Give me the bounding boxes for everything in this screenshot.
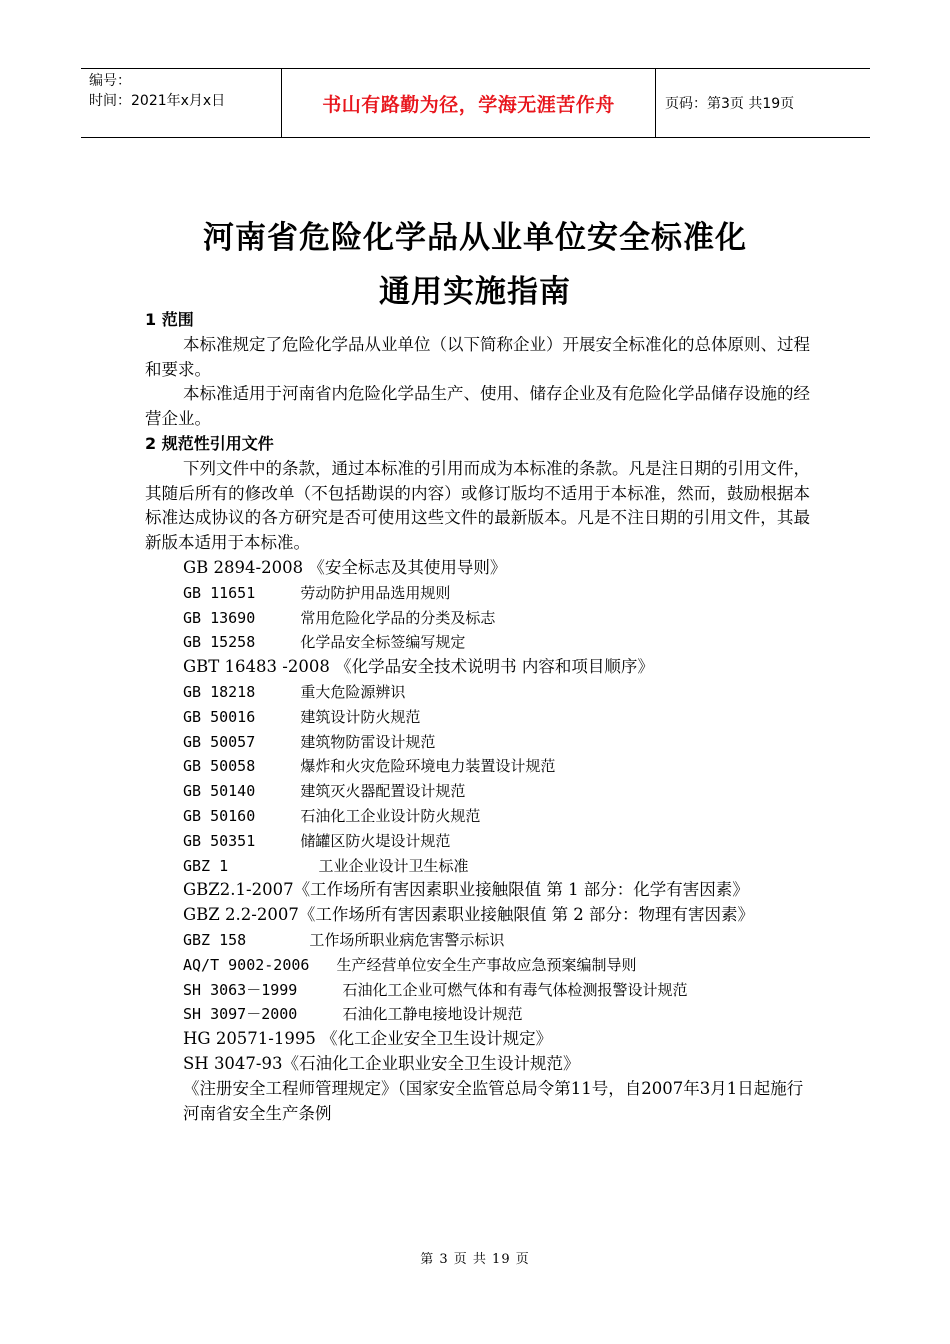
ref-item: GB 50016 建筑设计防火规范 — [183, 707, 421, 726]
ref-item: AQ/T 9002-2006 生产经营单位安全生产事故应急预案编制导则 — [183, 955, 637, 974]
header-left-cell — [81, 69, 281, 137]
header-table — [81, 68, 870, 138]
ref-item: SH 3063－1999 石油化工企业可燃气体和有毒气体检测报警设计规范 — [183, 980, 688, 999]
header-motto: 书山有路勤为径，学海无涯苦作舟 — [322, 93, 615, 116]
page-footer: 第 3 页 共 19 页 — [420, 1252, 530, 1267]
ref-item-regulation: 《注册安全工程师管理规定》（国家安全监管总局令第11号，自2007年3月1日起施行 — [183, 1078, 804, 1098]
ref-item: GB 50160 石油化工企业设计防火规范 — [183, 806, 481, 825]
ref-item-gbz22: GBZ 2.2-2007《工作场所有害因素职业接触限值 第 2 部分：物理有害因素》 — [183, 905, 755, 925]
ref-item-gbz21: GBZ2.1-2007《工作场所有害因素职业接触限值 第 1 部分：化学有害因素》 — [183, 880, 749, 900]
section1-heading: 1 范围 — [145, 310, 194, 329]
doc-body — [145, 308, 810, 1126]
ref-item: GBZ 1 工业企业设计卫生标准 — [183, 856, 469, 875]
ref-item: GBZ 158 工作场所职业病危害警示标识 — [183, 930, 505, 949]
ref-item: HG 20571-1995 《化工企业安全卫生设计规定》 — [183, 1029, 553, 1049]
ref-item: GBT 16483 -2008 《化学品安全技术说明书 内容和项目顺序》 — [183, 657, 654, 677]
section1-para1: 本标准规定了危险化学品从业单位（以下简称企业）开展安全标准化的总体原则、过程和要求。 — [145, 334, 810, 379]
time-label: 时间：2021年x月x日 — [89, 93, 226, 109]
header-page-cell — [655, 69, 870, 137]
ref-item: GB 50057 建筑物防雷设计规范 — [183, 732, 436, 751]
header-page-info: 页码：第3页 共19页 — [665, 96, 795, 112]
ref-item: GB 15258 化学品安全标签编写规定 — [183, 633, 466, 652]
doc-title-line1: 河南省危险化学品从业单位安全标准化 — [203, 220, 747, 256]
ref-item: GB 50140 建筑灭火器配置设计规范 — [183, 782, 466, 801]
ref-item: GB 11651 劳动防护用品选用规则 — [183, 583, 451, 602]
ref-item: SH 3047-93《石油化工企业职业安全卫生设计规范》 — [183, 1053, 580, 1073]
ref-item: GB 2894-2008 《安全标志及其使用导则》 — [183, 557, 507, 577]
section2-para1: 下列文件中的条款，通过本标准的引用而成为本标准的条款。凡是注日期的引用文件，其随后所有的修改单（不包括勘误的内容）或修订版均不适用于本标准，然而，鼓励根据本标准达成协议的各方研究是否可使用这些文件的最新版本。凡是不注日期的引用文件，其最新版本适用于本标准。 — [145, 458, 810, 553]
section2-heading: 2 规范性引用文件 — [145, 433, 274, 453]
ref-item: GB 13690 常用危险化学品的分类及标志 — [183, 608, 496, 627]
ref-item: GB 50058 爆炸和火灾危险环境电力装置设计规范 — [183, 757, 556, 776]
ref-item: GB 18218 重大危险源辨识 — [183, 682, 406, 701]
section1-para2: 本标准适用于河南省内危险化学品生产、使用、储存企业及有危险化学品储存设施的经营企业。 — [145, 384, 810, 429]
number-label: 编号： — [89, 73, 131, 89]
ref-item: GB 50351 储罐区防火堤设计规范 — [183, 831, 451, 850]
ref-item-last: 河南省安全生产条例 — [183, 1103, 332, 1123]
doc-title-line2: 通用实施指南 — [379, 274, 571, 310]
header-motto-cell — [281, 69, 656, 137]
ref-item: SH 3097－2000 石油化工静电接地设计规范 — [183, 1005, 523, 1024]
